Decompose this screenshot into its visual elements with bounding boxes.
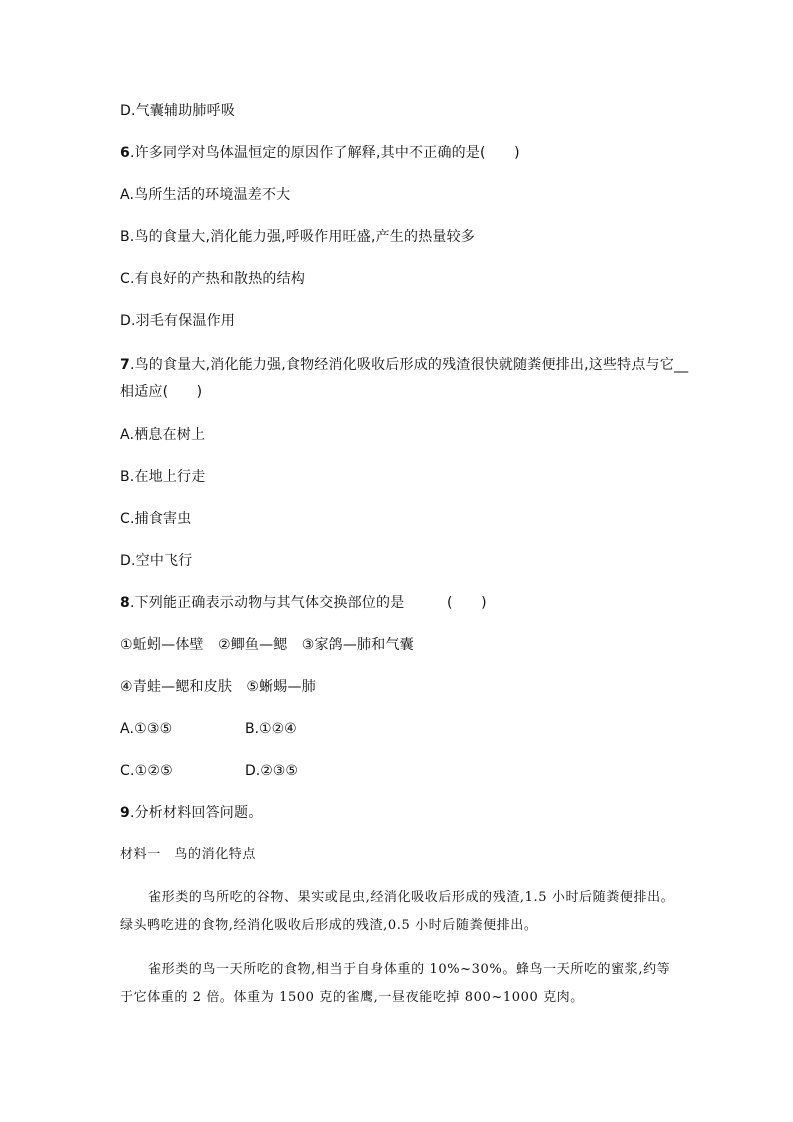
q5-option-d: D.气囊辅助肺呼吸: [120, 103, 236, 119]
q7-option-c: C.捕食害虫: [120, 511, 192, 527]
q8-items-line2: ④青蛙—鳃和皮肤 ⑤蜥蜴—肺: [120, 679, 316, 695]
q6-option-a: A.鸟所生活的环境温差不大: [120, 187, 291, 203]
q8-option-c: C.①②⑤: [120, 763, 173, 779]
q9-material1-title: 材料一 鸟的消化特点: [120, 847, 257, 862]
q8-stem: [120, 594, 487, 612]
q7-stem-line1: [120, 356, 688, 374]
q6-stem: [120, 144, 520, 162]
q9-paragraph1: 雀形类的鸟所吃的谷物、果实或昆虫,经消化吸收后形成的残渣,1.5 小时后随粪便排出。绿头鸭吃进的食物,经消化吸收后形成的残渣,0.5 小时后随粪便排出。: [120, 890, 675, 933]
q9-number: 9: [120, 805, 130, 821]
q8-option-d: D.②③⑤: [245, 763, 298, 779]
q6-option-c: C.有良好的产热和散热的结构: [120, 271, 306, 287]
q8-items-line1: ①蚯蚓—体壁 ②鲫鱼—鳃 ③家鸽—肺和气囊: [120, 637, 414, 653]
q6-stem-text: .许多同学对鸟体温恒定的原因作了解释,其中不正确的是( ): [129, 145, 520, 161]
q7-option-a: A.栖息在树上: [120, 427, 206, 443]
q6-option-b: B.鸟的食量大,消化能力强,呼吸作用旺盛,产生的热量较多: [120, 229, 476, 245]
q7-option-b: B.在地上行走: [120, 469, 206, 485]
q9-stem: [120, 804, 262, 822]
q8-option-a: A.①③⑤: [120, 721, 173, 737]
q7-stem-text: .鸟的食量大,消化能力强,食物经消化吸收后形成的残渣很快就随粪便排出,这些特点与它__: [129, 357, 689, 373]
q8-option-b: B.①②④: [245, 721, 297, 737]
q7-option-d: D.空中飞行: [120, 553, 193, 569]
q9-stem-text: .分析材料回答问题。: [129, 805, 263, 821]
q8-number: 8: [120, 595, 130, 611]
q8-stem-text: .下列能正确表示动物与其气体交换部位的是 ( ): [129, 595, 487, 611]
q7-stem-line2: 相适应( ): [120, 384, 203, 400]
q6-option-d: D.羽毛有保温作用: [120, 313, 236, 329]
q7-number: 7: [120, 357, 130, 373]
q9-paragraph2: 雀形类的鸟一天所吃的食物,相当于自身体重的 10%~30%。蜂鸟一天所吃的蜜浆,约等于它体重的 2 倍。体重为 1500 克的雀鹰,一昼夜能吃掉 800~1000 克肉。: [120, 962, 671, 1005]
q6-number: 6: [120, 145, 130, 161]
